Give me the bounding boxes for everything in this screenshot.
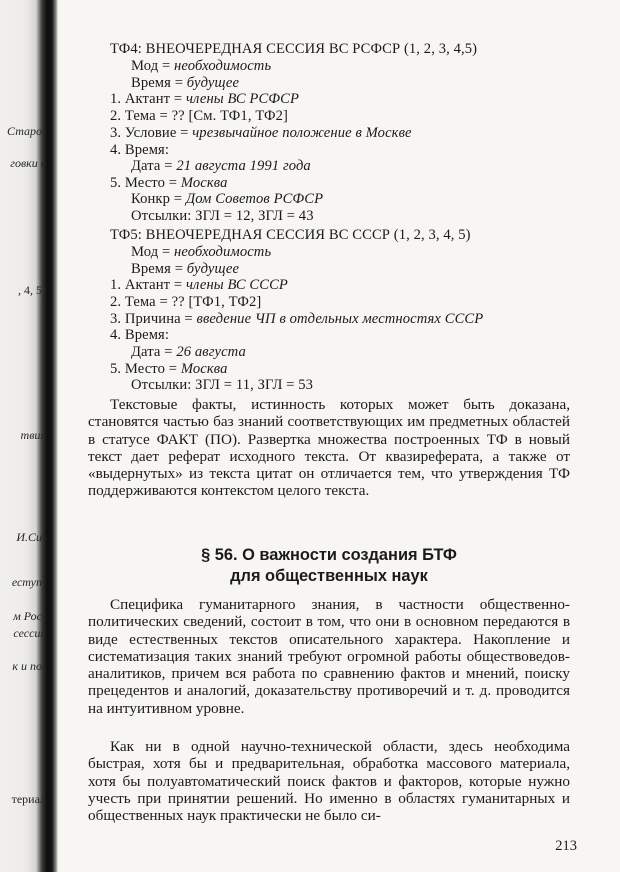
tf5-time-value: будущее <box>186 261 240 277</box>
tf4-time <box>131 75 239 92</box>
tf4-date-value: 21 августа 1991 года <box>176 158 311 174</box>
tf5-time-label: Время = <box>131 261 187 277</box>
tf4-place-value: Москва <box>180 175 228 191</box>
tf5-time <box>131 261 239 278</box>
tf4-condition-label: 3. Условие = <box>110 125 193 141</box>
tf4-place-label: 5. Место = <box>110 175 181 191</box>
tf4-time-value: будущее <box>186 75 240 91</box>
gutter-fragment: еступ- <box>11 575 46 589</box>
tf4-condition <box>110 125 412 142</box>
paragraph-text-facts: Текстовые факты, истинность которых может быть доказана, становятся частью баз знаний соответствующих им предметных областей в статусе ФАКТ (ПО). Развертка множества построенных ТФ в новый текст дает реферат исходного текста. От квазиреферата, а также от «выдернутых» из текста цитат он отличается тем, что утверждения ТФ поддерживаются контекстом целого текста. <box>88 396 570 500</box>
tf4-actant-value: члены ВС РСФСР <box>185 91 299 107</box>
tf5-time-heading: 4. Время: <box>110 327 170 343</box>
tf4-mod-value: необходимость <box>174 58 272 74</box>
tf4-time-heading: 4. Время: <box>110 142 170 158</box>
gutter-fragment: И.Си- <box>16 530 46 544</box>
tf5-mod <box>131 244 271 261</box>
tf5-reason-label: 3. Причина = <box>110 311 197 327</box>
tf4-actant-label: 1. Актант = <box>110 91 186 107</box>
section-heading-line1: § 56. О важности создания БТФ <box>201 546 457 564</box>
tf5-theme: 2. Тема = ?? [ТФ1, ТФ2] <box>110 294 262 310</box>
tf4-date-label: Дата = <box>131 158 177 174</box>
tf4-condition-value: чрезвычайное положение в Москве <box>192 125 412 141</box>
tf5-reason-value: введение ЧП в отдельных местностях СССР <box>196 311 484 327</box>
tf5-place <box>110 361 228 378</box>
tf4-theme: 2. Тема = ?? [См. ТФ1, ТФ2] <box>110 108 288 124</box>
tf5-place-label: 5. Место = <box>110 361 181 377</box>
gutter-fragment: , 4, 5) <box>18 283 46 297</box>
gutter-fragment: м Рос- <box>13 609 46 623</box>
tf5-actant-value: члены ВС СССР <box>185 277 288 293</box>
section-heading-line2: для общественных наук <box>230 567 428 585</box>
tf4-date <box>131 158 311 175</box>
gutter-fragment: сессия <box>13 626 46 640</box>
tf5-mod-value: необходимость <box>174 244 272 260</box>
tf4-mod <box>131 58 271 75</box>
tf5-date-label: Дата = <box>131 344 177 360</box>
tf5-reason <box>110 311 483 328</box>
paragraph-processing: Как ни в одной научно-технической области, здесь необходима быстрая, хотя бы и предварительная, обработка массового материала, хотя бы полуавтоматический поиск фактов и факторов, которые нужно учесть при принятии решений. Но именно в областях гуманитарных и общественных наук практически не было си- <box>88 738 570 825</box>
gutter-fragment: к и по- <box>12 659 46 673</box>
tf4-time-label: Время = <box>131 75 187 91</box>
gutter-fragment: Старо- <box>7 124 46 138</box>
tf5-header: ТФ5: ВНЕОЧЕРЕДНАЯ СЕССИЯ ВС СССР (1, 2, 3, 4, 5) <box>110 227 471 243</box>
tf5-place-value: Москва <box>180 361 228 377</box>
tf4-konkr-label: Конкр = <box>131 191 186 207</box>
tf4-konkr-value: Дом Советов РСФСР <box>185 191 324 207</box>
gutter-fragment: говки в <box>10 156 46 170</box>
tf5-mod-label: Мод = <box>131 244 175 260</box>
tf5-date <box>131 344 246 361</box>
tf4-actant <box>110 91 299 108</box>
gutter-fragment: териал <box>11 792 46 806</box>
tf4-refs: Отсылки: ЗГЛ = 12, ЗГЛ = 43 <box>131 208 314 224</box>
tf4-place <box>110 175 228 192</box>
tf5-date-value: 26 августа <box>176 344 246 360</box>
tf5-actant <box>110 277 288 294</box>
tf5-refs: Отсылки: ЗГЛ = 11, ЗГЛ = 53 <box>131 377 314 393</box>
tf4-mod-label: Мод = <box>131 58 175 74</box>
tf4-konkr <box>131 191 323 208</box>
paragraph-humanities: Специфика гуманитарного знания, в частности общественно-политических сведений, состоит в том, что они в основном передаются в виде естественных текстов описательного характера. Накопление и систематизация таких знаний требуют огромной работы обществоведов-аналитиков, причем вся работа по сравнению фактов и мнений, поиску прецедентов и аналогий, доказательству противоречий и т. д. проводится на интуитивном уровне. <box>88 596 570 717</box>
page-number: 213 <box>555 838 577 854</box>
gutter-fragment: твия <box>20 428 46 442</box>
tf5-actant-label: 1. Актант = <box>110 277 186 293</box>
tf4-header: ТФ4: ВНЕОЧЕРЕДНАЯ СЕССИЯ ВС РСФСР (1, 2, 3, 4,5) <box>110 41 478 57</box>
